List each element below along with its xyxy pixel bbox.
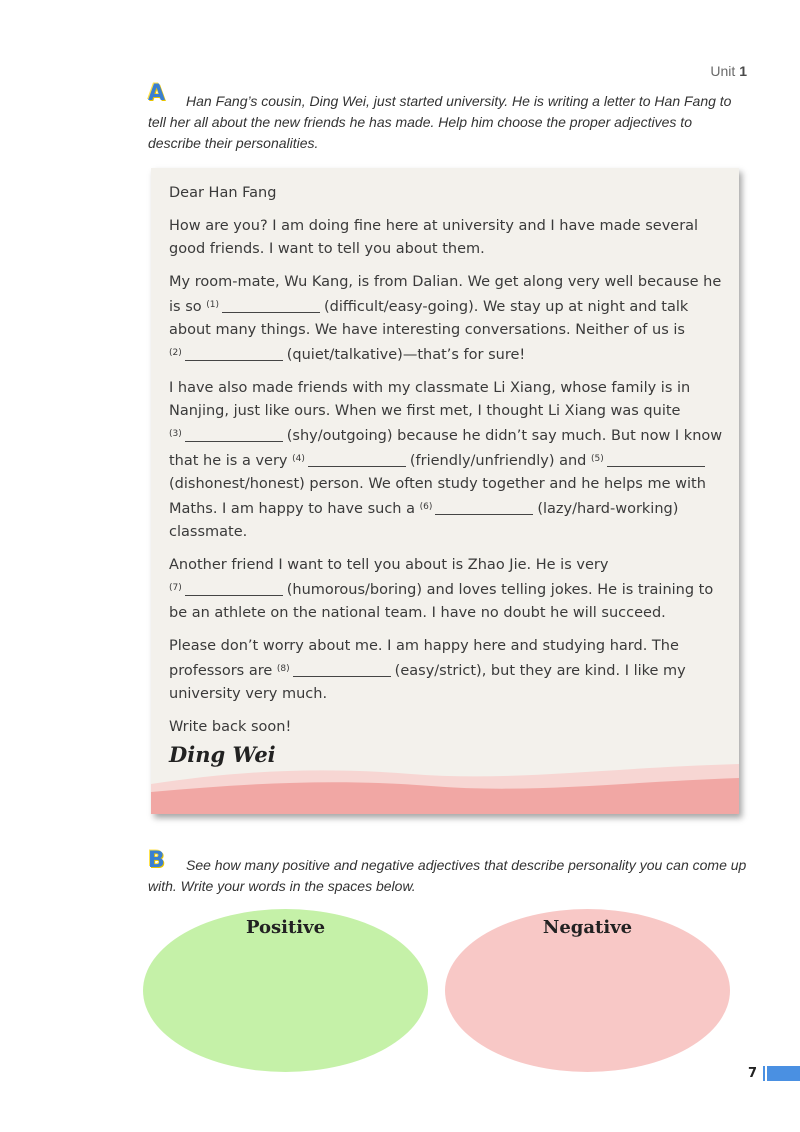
option-6: (lazy/hard-working) classmate. [169,501,679,540]
section-a-instruction: Han Fang’s cousin, Ding Wei, just started university. He is writing a letter to Han Fang to tell her all about the new friends he has made. Help him choose the proper adjectives to describe their personalities. [148,93,732,151]
letter-body [169,182,729,749]
blank-6[interactable] [435,499,533,515]
paragraph-5-text: Please don’t worry about me. I am happy here and studying hard. The professors are [169,638,679,679]
section-b-badge: B [148,848,165,873]
letter-paragraph-5 [169,635,729,706]
blank-5[interactable] [607,451,705,467]
blank-3[interactable] [185,426,283,442]
page-number-bar-divider [765,1066,767,1081]
paragraph-3-text: I have also made friends with my classmate Li Xiang, whose family is in Nanjing, just like ours. When we first met, I thought Li Xiang was quite [169,380,691,419]
paragraph-2-text: My room-mate, Wu Kang, is from Dalian. We get along very well because he is so [169,274,722,315]
option-2: (quiet/talkative)—that’s for sure! [286,347,526,363]
letter-greeting: Dear Han Fang [169,185,277,201]
letter-paragraph-1: How are you? I am doing fine here at university and I have made several good friends. I want to tell you about them. [169,218,699,257]
section-b-instruction: See how many positive and negative adjectives that describe personality you can come up with. Write your words in the spaces below. [148,857,747,894]
positive-adjectives-area[interactable] [143,909,428,1072]
blank-number-8: (8) [276,664,290,674]
unit-number: 1 [739,63,747,79]
blank-number-1: (1) [206,300,219,310]
paragraph-4-text: Another friend I want to tell you about is Zhao Jie. He is very [169,557,609,573]
unit-word: Unit [710,63,736,79]
positive-label: Positive [245,917,326,938]
blank-4[interactable] [308,451,406,467]
blank-number-6: (6) [419,502,433,512]
letter-paragraph-2 [169,271,729,367]
section-a-badge: A [148,81,166,106]
letter-paragraph-4 [169,554,729,625]
negative-adjectives-area[interactable] [445,909,730,1072]
option-8: (easy/strict), but they are kind. I like my university very much. [169,663,686,702]
letter-signature: Ding Wei [169,742,276,767]
letter-paragraph-3 [169,377,729,544]
option-7: (humorous/boring) and loves telling jokes. He is training to be an athlete on the national team. I have no doubt he will succeed. [169,582,714,621]
negative-label: Negative [542,917,633,938]
blank-number-2: (2) [169,348,182,358]
page-number-bar [763,1066,800,1081]
option-5: (dishonest/honest) person. We often study together and he helps me with Maths. I am happy to have such a [169,476,706,517]
letter-closing: Write back soon! [169,719,292,735]
option-1: (difficult/easy-going). We stay up at night and talk about many things. We have interesting conversations. Neither of us is [169,299,689,338]
blank-8[interactable] [293,661,391,677]
blank-1[interactable] [222,297,320,313]
blank-number-4: (4) [292,454,305,464]
blank-7[interactable] [185,580,283,596]
page-number: 7 [748,1066,758,1081]
option-3: (shy/outgoing) because he didn’t say much. But now I know that he is a very [169,428,723,469]
blank-number-5: (5) [591,454,604,464]
option-4: (friendly/unfriendly) and [409,453,587,469]
blank-2[interactable] [185,345,283,361]
blank-number-3: (3) [169,429,182,439]
unit-label [710,63,747,79]
blank-number-7: (7) [169,583,182,593]
letter-card [151,168,739,814]
